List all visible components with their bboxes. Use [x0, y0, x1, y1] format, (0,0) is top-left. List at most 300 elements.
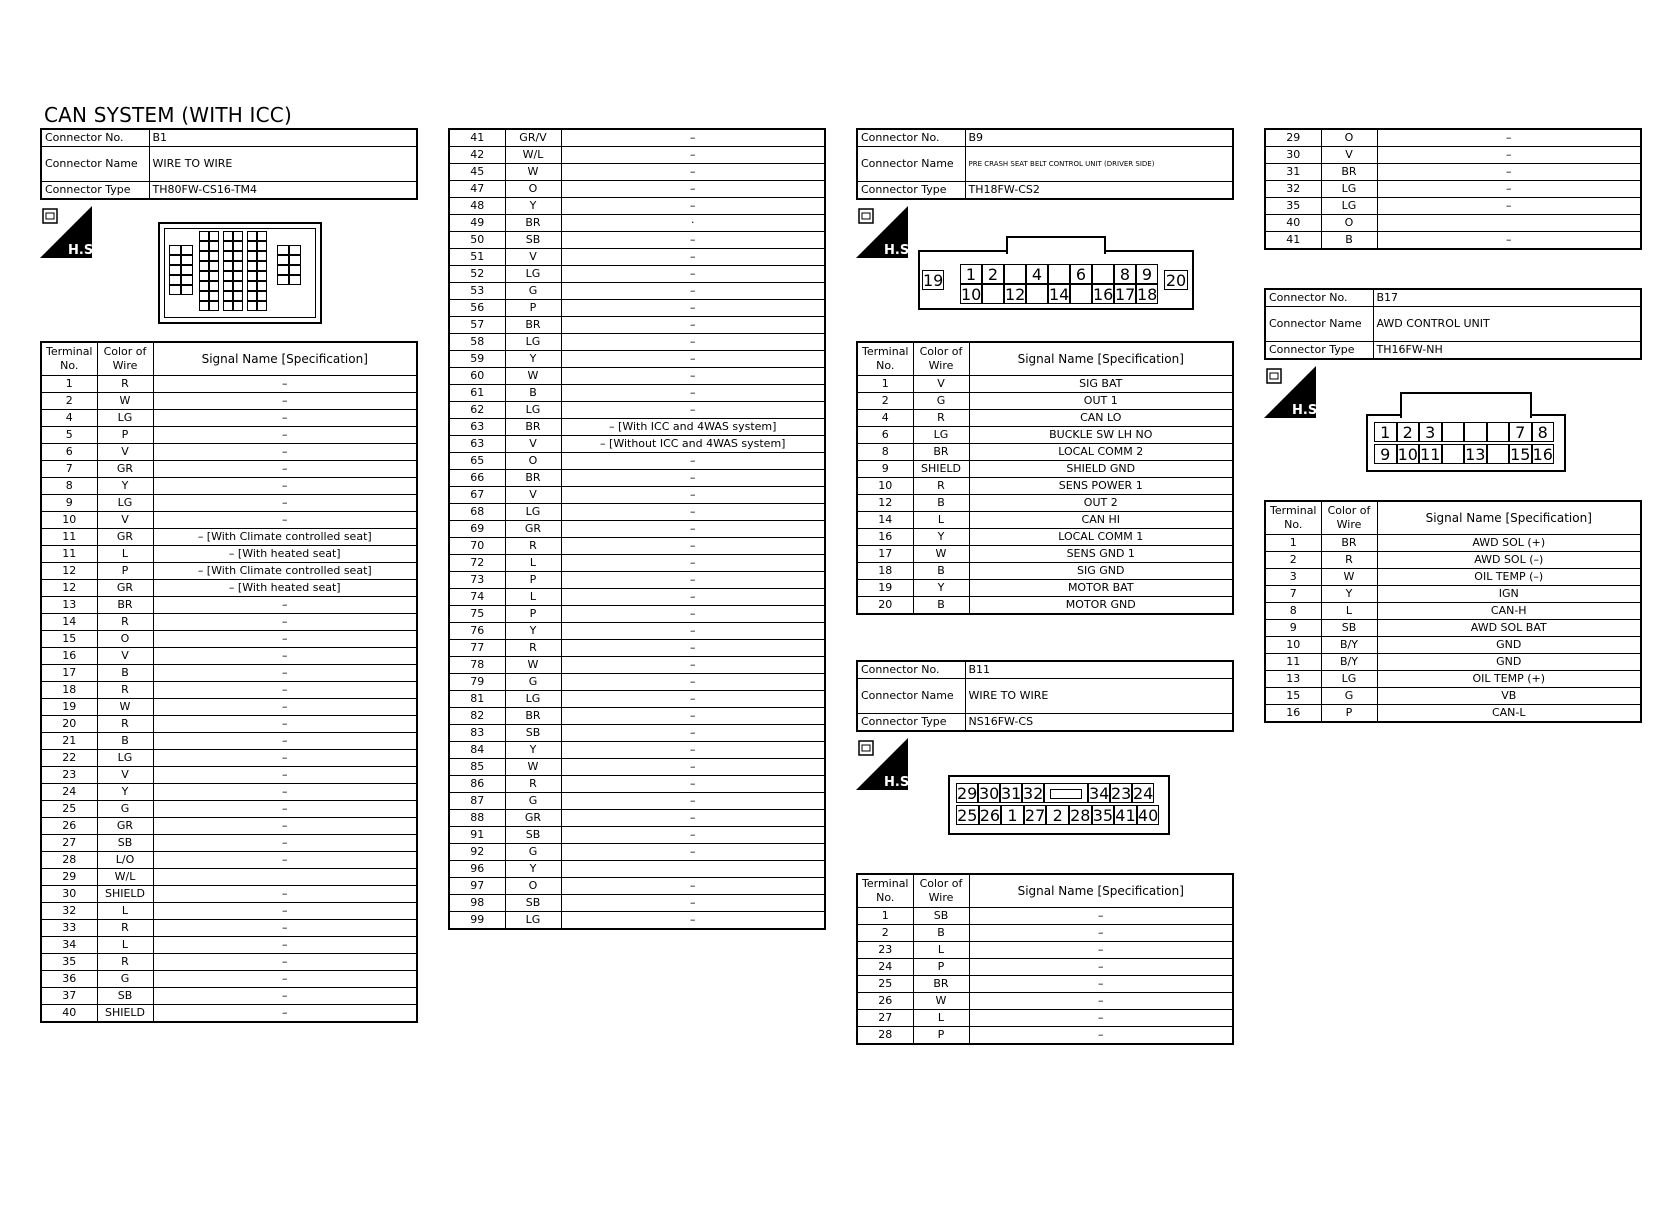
color-cell: R: [913, 478, 969, 495]
connector-pin: [257, 231, 267, 241]
color-header: Color of Wire: [913, 874, 969, 908]
table-row: [857, 529, 1233, 546]
terminal-cell: 50: [449, 232, 505, 249]
signal-cell: –: [153, 784, 417, 801]
color-cell: V: [505, 249, 561, 266]
signal-cell: SHIELD GND: [969, 461, 1233, 478]
signal-cell: –: [561, 147, 825, 164]
signal-cell: AWD SOL (–): [1377, 552, 1641, 569]
connector-pin: [289, 255, 301, 265]
connector-pin: [1487, 444, 1510, 464]
terminal-cell: 24: [857, 959, 913, 976]
terminal-cell: 78: [449, 657, 505, 674]
connector-pin: 2: [982, 264, 1004, 284]
connector-no-label: Connector No.: [41, 129, 149, 147]
terminal-cell: 30: [41, 886, 97, 903]
connector-pin: [169, 265, 181, 275]
terminal-cell: 79: [449, 674, 505, 691]
signal-cell: –: [561, 266, 825, 283]
connector-pin: [169, 255, 181, 265]
signal-cell: –: [561, 164, 825, 181]
connector-type-label: Connector Type: [41, 182, 149, 200]
svg-text:H.S.: H.S.: [884, 243, 915, 258]
terminal-cell: 52: [449, 266, 505, 283]
b11-connector-type: NS16FW-CS: [965, 714, 1233, 732]
table-row: [41, 563, 417, 580]
signal-cell: –: [561, 725, 825, 742]
connector-pin: [199, 241, 209, 251]
terminal-cell: 18: [857, 563, 913, 580]
connector-pin: 8: [1114, 264, 1136, 284]
terminal-cell: 29: [41, 869, 97, 886]
color-cell: G: [913, 393, 969, 410]
connector-pin: 9: [1136, 264, 1158, 284]
color-cell: V: [97, 767, 153, 784]
b9-connector-no: B9: [965, 129, 1233, 147]
color-cell: BR: [505, 215, 561, 232]
connector-pin: 28: [1070, 806, 1091, 825]
connector-pin: 15: [1510, 445, 1531, 464]
connector-pin: [199, 231, 209, 241]
color-cell: Y: [97, 784, 153, 801]
color-cell: Y: [505, 742, 561, 759]
table-row: [41, 631, 417, 648]
color-cell: L: [97, 903, 153, 920]
color-cell: LG: [1321, 198, 1377, 215]
table-row: [41, 444, 417, 461]
terminal-cell: 10: [1265, 637, 1321, 654]
terminal-cell: 76: [449, 623, 505, 640]
table-row: [41, 920, 417, 937]
signal-cell: OUT 2: [969, 495, 1233, 512]
color-cell: BR: [1321, 164, 1377, 181]
color-cell: LG: [97, 750, 153, 767]
terminal-cell: 75: [449, 606, 505, 623]
connector-pin: [223, 271, 233, 281]
signal-cell: –: [153, 478, 417, 495]
table-row: [857, 512, 1233, 529]
color-cell: SB: [505, 232, 561, 249]
connector-pin: [247, 281, 257, 291]
connector-type-label: Connector Type: [857, 714, 965, 732]
color-cell: LG: [1321, 181, 1377, 198]
table-row: [41, 801, 417, 818]
table-row: [1265, 705, 1641, 723]
color-cell: W/L: [505, 147, 561, 164]
terminal-cell: 85: [449, 759, 505, 776]
terminal-cell: 12: [41, 563, 97, 580]
terminal-header: Terminal No.: [1265, 501, 1321, 535]
connector-pin: [257, 261, 267, 271]
terminal-cell: 69: [449, 521, 505, 538]
connector-pin: [181, 255, 193, 265]
connector-pin: [247, 251, 257, 261]
terminal-cell: 9: [41, 495, 97, 512]
color-cell: Y: [913, 580, 969, 597]
color-cell: W: [505, 164, 561, 181]
connector-pin: [209, 231, 219, 241]
terminal-cell: 41: [449, 129, 505, 147]
connector-pin: [257, 301, 267, 311]
signal-cell: –: [153, 801, 417, 818]
color-cell: V: [505, 487, 561, 504]
table-row: [449, 606, 825, 623]
signal-cell: –: [561, 453, 825, 470]
connector-pin: [209, 241, 219, 251]
terminal-cell: 63: [449, 436, 505, 453]
terminal-cell: 1: [1265, 535, 1321, 552]
table-row: [449, 657, 825, 674]
terminal-cell: 45: [449, 164, 505, 181]
table-row: [1265, 147, 1641, 164]
table-row: [41, 699, 417, 716]
connector-pin: 7: [1509, 422, 1532, 442]
color-cell: P: [505, 300, 561, 317]
table-row: [449, 844, 825, 861]
signal-cell: –: [561, 555, 825, 572]
signal-cell: –: [561, 878, 825, 895]
signal-cell: –: [561, 470, 825, 487]
connector-pin: 3: [1419, 422, 1442, 442]
color-cell: LG: [97, 495, 153, 512]
signal-cell: –: [561, 589, 825, 606]
signal-cell: –: [1377, 181, 1641, 198]
signal-cell: –: [153, 716, 417, 733]
connector-lock-tab: [1400, 392, 1532, 418]
table-row: [41, 478, 417, 495]
connector-pin: [209, 301, 219, 311]
color-cell: LG: [505, 402, 561, 419]
signal-cell: – [With heated seat]: [153, 580, 417, 597]
terminal-header: Terminal No.: [41, 342, 97, 376]
connector-no-label: Connector No.: [857, 129, 965, 147]
table-row: [1265, 688, 1641, 705]
terminal-cell: 28: [41, 852, 97, 869]
signal-cell: VB: [1377, 688, 1641, 705]
signal-cell: –: [561, 232, 825, 249]
color-cell: O: [505, 181, 561, 198]
table-row: [41, 767, 417, 784]
signal-cell: –: [969, 959, 1233, 976]
color-cell: R: [97, 614, 153, 631]
table-row: [449, 351, 825, 368]
connector-pin: [199, 251, 209, 261]
connector-pin: 30: [979, 784, 1000, 803]
color-cell: GR: [97, 461, 153, 478]
terminal-cell: 11: [41, 529, 97, 546]
color-cell: SB: [505, 895, 561, 912]
table-row: [449, 419, 825, 436]
signal-cell: –: [561, 674, 825, 691]
connector-pin: [247, 301, 257, 311]
table-row: [41, 495, 417, 512]
terminal-cell: 13: [41, 597, 97, 614]
signal-cell: –: [561, 640, 825, 657]
signal-cell: –: [561, 334, 825, 351]
connector-lock-tab: [1006, 236, 1106, 254]
connector-pin: 35: [1092, 806, 1114, 825]
b1-connector-no: B1: [149, 129, 417, 147]
connector-pin: [233, 241, 243, 251]
b1-pin-table: [40, 341, 418, 1023]
signal-cell: LOCAL COMM 2: [969, 444, 1233, 461]
signal-cell: –: [561, 538, 825, 555]
terminal-cell: 66: [449, 470, 505, 487]
table-row: [41, 546, 417, 563]
color-cell: R: [505, 776, 561, 793]
table-row: [41, 376, 417, 393]
connector-pin: [233, 291, 243, 301]
connector-pin: 24: [1133, 784, 1154, 803]
connector-pin: 17: [1115, 285, 1136, 304]
signal-cell: OUT 1: [969, 393, 1233, 410]
color-cell: V: [913, 376, 969, 393]
terminal-cell: 27: [41, 835, 97, 852]
terminal-cell: 33: [41, 920, 97, 937]
color-cell: SB: [913, 908, 969, 925]
color-cell: LG: [505, 504, 561, 521]
connector-pin: [1487, 422, 1510, 442]
terminal-cell: 84: [449, 742, 505, 759]
connector-pin: [1442, 444, 1465, 464]
signal-cell: –: [153, 597, 417, 614]
table-row: [449, 861, 825, 878]
connector-pin: [169, 275, 181, 285]
terminal-cell: 16: [41, 648, 97, 665]
table-row: [1265, 603, 1641, 620]
signal-cell: –: [153, 461, 417, 478]
connector-pin: [199, 261, 209, 271]
connector-pin: [277, 245, 289, 255]
color-cell: R: [97, 376, 153, 393]
terminal-cell: 1: [41, 376, 97, 393]
color-cell: B: [97, 665, 153, 682]
color-cell: R: [97, 954, 153, 971]
connector-pin: 23: [1111, 784, 1132, 803]
color-cell: B/Y: [1321, 637, 1377, 654]
table-row: [1265, 232, 1641, 250]
terminal-cell: 82: [449, 708, 505, 725]
terminal-header: Terminal No.: [857, 342, 913, 376]
connector-pin: 1: [1001, 805, 1024, 825]
page-title: CAN SYSTEM (WITH ICC): [44, 103, 292, 127]
signal-cell: –: [153, 495, 417, 512]
signal-cell: –: [561, 283, 825, 300]
color-cell: BR: [505, 470, 561, 487]
color-cell: W: [913, 546, 969, 563]
signal-cell: MOTOR BAT: [969, 580, 1233, 597]
color-cell: L: [97, 937, 153, 954]
terminal-cell: 91: [449, 827, 505, 844]
terminal-cell: 16: [1265, 705, 1321, 723]
table-row: [449, 215, 825, 232]
color-cell: BR: [97, 597, 153, 614]
color-cell: L: [1321, 603, 1377, 620]
terminal-cell: 32: [1265, 181, 1321, 198]
table-row: [449, 181, 825, 198]
color-cell: V: [1321, 147, 1377, 164]
terminal-cell: 92: [449, 844, 505, 861]
signal-cell: [561, 861, 825, 878]
terminal-cell: 81: [449, 691, 505, 708]
terminal-cell: 8: [1265, 603, 1321, 620]
color-cell: L: [913, 1010, 969, 1027]
signal-cell: –: [561, 504, 825, 521]
harness-side-icon: [40, 206, 99, 258]
signal-cell: –: [1377, 147, 1641, 164]
terminal-cell: 62: [449, 402, 505, 419]
signal-cell: –: [153, 971, 417, 988]
connector-pin: [169, 285, 181, 295]
terminal-cell: 57: [449, 317, 505, 334]
terminal-cell: 7: [41, 461, 97, 478]
table-row: [857, 908, 1233, 925]
signal-cell: –: [153, 648, 417, 665]
terminal-cell: 9: [1265, 620, 1321, 637]
signal-cell: –: [153, 376, 417, 393]
table-row: [449, 283, 825, 300]
table-row: [41, 580, 417, 597]
table-row: [1265, 586, 1641, 603]
connector-type-label: Connector Type: [1265, 342, 1373, 360]
color-cell: O: [97, 631, 153, 648]
connector-pin: 10: [961, 285, 982, 304]
signal-cell: ·: [561, 215, 825, 232]
b11-info-table: [856, 660, 1234, 732]
b17-connector-type: TH16FW-NH: [1373, 342, 1641, 360]
terminal-cell: 73: [449, 572, 505, 589]
terminal-cell: 6: [857, 427, 913, 444]
b1-connector-diagram: [158, 222, 322, 324]
color-cell: BR: [505, 317, 561, 334]
connector-pin: [233, 251, 243, 261]
signal-cell: –: [153, 818, 417, 835]
color-cell: W: [505, 759, 561, 776]
table-row: [449, 317, 825, 334]
signal-cell: [153, 869, 417, 886]
signal-cell: –: [561, 572, 825, 589]
color-cell: LG: [913, 427, 969, 444]
connector-name-label: Connector Name: [857, 147, 965, 182]
terminal-cell: 83: [449, 725, 505, 742]
connector-pin: [289, 245, 301, 255]
connector-pin: [1464, 422, 1487, 442]
terminal-cell: 21: [41, 733, 97, 750]
signal-cell: –: [153, 886, 417, 903]
signal-cell: –: [561, 249, 825, 266]
signal-cell: –: [153, 631, 417, 648]
color-cell: B: [913, 597, 969, 615]
signal-cell: –: [561, 691, 825, 708]
connector-pin: [257, 251, 267, 261]
connector-pin: [181, 245, 193, 255]
signal-cell: GND: [1377, 637, 1641, 654]
connector-pin: 12: [1005, 285, 1026, 304]
color-cell: LG: [1321, 671, 1377, 688]
color-cell: BR: [913, 976, 969, 993]
signal-cell: –: [561, 623, 825, 640]
table-row: [1265, 129, 1641, 147]
b11-connector-no: B11: [965, 661, 1233, 679]
connector-pin: [247, 241, 257, 251]
table-row: [1265, 620, 1641, 637]
terminal-cell: 7: [1265, 586, 1321, 603]
terminal-cell: 25: [41, 801, 97, 818]
connector-pin: 10: [1397, 445, 1418, 464]
table-row: [857, 495, 1233, 512]
color-cell: R: [1321, 552, 1377, 569]
table-row: [449, 895, 825, 912]
terminal-cell: 87: [449, 793, 505, 810]
color-cell: L: [97, 546, 153, 563]
connector-pin: [223, 231, 233, 241]
terminal-cell: 26: [857, 993, 913, 1010]
terminal-cell: 97: [449, 878, 505, 895]
table-row: [41, 614, 417, 631]
color-cell: W/L: [97, 869, 153, 886]
connector-pin: [289, 265, 301, 275]
signal-cell: OIL TEMP (+): [1377, 671, 1641, 688]
signal-header: Signal Name [Specification]: [969, 874, 1233, 908]
terminal-cell: 99: [449, 912, 505, 930]
connector-name-label: Connector Name: [1265, 307, 1373, 342]
table-row: [449, 691, 825, 708]
terminal-cell: 15: [41, 631, 97, 648]
color-cell: Y: [913, 529, 969, 546]
table-row: [449, 674, 825, 691]
connector-pin: [233, 281, 243, 291]
table-row: [449, 640, 825, 657]
connector-pin: 19: [923, 271, 944, 290]
harness-side-icon: [856, 206, 915, 258]
color-cell: L/O: [97, 852, 153, 869]
table-row: [449, 623, 825, 640]
table-row: [449, 198, 825, 215]
signal-cell: LOCAL COMM 1: [969, 529, 1233, 546]
color-cell: V: [97, 648, 153, 665]
color-cell: B: [505, 385, 561, 402]
terminal-cell: 98: [449, 895, 505, 912]
terminal-cell: 47: [449, 181, 505, 198]
svg-text:H.S.: H.S.: [1292, 403, 1323, 418]
table-row: [41, 988, 417, 1005]
terminal-cell: 74: [449, 589, 505, 606]
table-row: [857, 959, 1233, 976]
color-cell: B: [913, 925, 969, 942]
table-row: [449, 470, 825, 487]
terminal-cell: 53: [449, 283, 505, 300]
table-row: [41, 886, 417, 903]
signal-cell: –: [969, 1027, 1233, 1045]
signal-cell: –: [153, 733, 417, 750]
table-row: [41, 716, 417, 733]
connector-pin: [247, 231, 257, 241]
terminal-cell: 28: [857, 1027, 913, 1045]
table-row: [449, 708, 825, 725]
color-cell: Y: [505, 198, 561, 215]
signal-cell: –: [153, 1005, 417, 1023]
table-row: [41, 835, 417, 852]
signal-cell: –: [561, 402, 825, 419]
signal-cell: –: [153, 750, 417, 767]
color-cell: V: [97, 444, 153, 461]
color-cell: G: [505, 844, 561, 861]
table-row: [449, 504, 825, 521]
b17-connector-no: B17: [1373, 289, 1641, 307]
connector-pin: [223, 291, 233, 301]
table-row: [41, 597, 417, 614]
color-cell: LG: [505, 334, 561, 351]
